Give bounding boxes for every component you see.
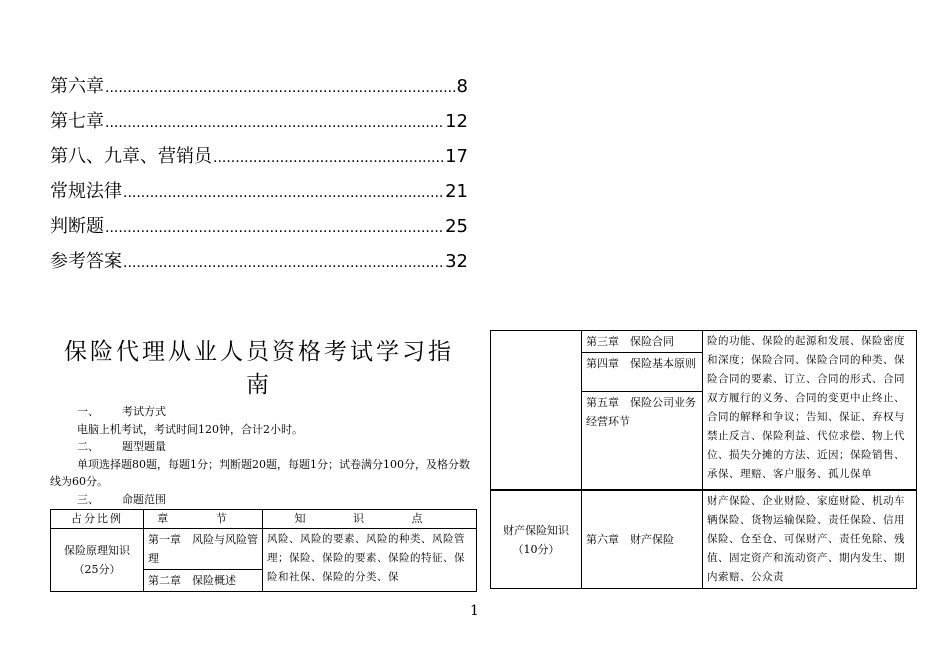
toc-entry[interactable] (50, 72, 468, 107)
guide-body (50, 403, 470, 508)
toc-entry[interactable] (50, 142, 468, 177)
section-title: 命题范围 (122, 492, 166, 506)
section-heading (50, 403, 470, 421)
header-chapter: 章 节 (144, 510, 263, 529)
table-row (491, 490, 917, 589)
chapter-cell: 第一章 风险与风险管理 (144, 529, 263, 570)
toc-label: 判断题 (50, 216, 104, 237)
toc-page-number: 8 (456, 76, 468, 97)
toc-leader-dots (105, 108, 444, 138)
document-title (50, 336, 468, 402)
title-line-2: 南 (246, 372, 272, 398)
section-title: 考试方式 (122, 405, 166, 418)
toc-page-number: 32 (445, 251, 468, 272)
table-header-row (51, 510, 477, 529)
toc-leader-dots (123, 178, 444, 208)
category-name: 保险原理知识 (64, 544, 130, 557)
toc-label: 第六章 (50, 76, 104, 97)
chapter-cell: 第五章 保险公司业务经营环节 (582, 392, 703, 491)
toc-page-number: 25 (445, 216, 468, 237)
section-heading (50, 491, 470, 509)
toc-entry[interactable] (50, 107, 468, 142)
chapter-cell: 第二章 保险概述 (144, 570, 263, 592)
title-line-1: 保险代理从业人员资格考试学习指 (64, 339, 454, 365)
category-cell (51, 529, 144, 592)
toc-entry[interactable] (50, 177, 468, 212)
table-row (51, 529, 477, 570)
table-of-contents (50, 72, 468, 282)
section-number: 三、 (77, 492, 99, 506)
toc-leader-dots (213, 143, 444, 173)
category-score: （25分） (73, 563, 121, 576)
toc-label: 第七章 (50, 111, 104, 132)
header-knowledge: 知 识 点 (263, 510, 477, 529)
chapter-cell: 第四章 保险基本原则 (582, 353, 703, 392)
chapter-cell: 第六章 财产保险 (582, 490, 703, 589)
toc-page-number: 21 (445, 181, 468, 202)
knowledge-cell: 险的功能、保险的起源和发展、保险密度和深度；保险合同、保险合同的种类、保险合同的要素、订立、合同的形式、合同双方履行的义务、合同的变更中止终止、合同的解释和争议；告知、保证、弃权与禁止反言、保险利益、代位求偿、物上代位、损失分摊的方法、近因；保险销售、承保、理赔、客户服务、孤儿保单 (703, 331, 917, 491)
knowledge-cell: 风险、风险的要素、风险的种类、风险管理；保险、保险的要素、保险的特征、保险和社保、保险的分类、保 (263, 529, 477, 592)
question-types-text: 单项选择题80题，每题1分；判断题20题，每题1分；试卷满分100分，及格分数线为60分。 (50, 457, 470, 488)
category-cell-empty (491, 331, 582, 491)
scope-table-left (50, 509, 477, 592)
toc-leader-dots (105, 213, 444, 243)
section-title: 题型题量 (122, 440, 166, 453)
toc-leader-dots (123, 248, 444, 278)
toc-entry[interactable] (50, 247, 468, 282)
section-heading (50, 438, 470, 456)
page-number: 1 (470, 603, 479, 619)
toc-label: 参考答案 (50, 251, 122, 272)
toc-entry[interactable] (50, 212, 468, 247)
scope-table-right (490, 330, 917, 589)
toc-label: 第八、九章、营销员 (50, 146, 212, 167)
knowledge-cell: 财产保险、企业财险、家庭财险、机动车辆保险、货物运输保险、责任保险、信用保险、仓至仓、可保财产、责任免除、残值、固定资产和流动资产、期内发生、期内索赔、公众责 (703, 490, 917, 589)
exam-method-text: 电脑上机考试，考试时间120钟，合计2小时。 (77, 422, 303, 436)
section-number: 一、 (77, 405, 99, 418)
table-row (491, 331, 917, 353)
toc-page-number: 12 (445, 111, 468, 132)
chapter-cell: 第三章 保险合同 (582, 331, 703, 353)
header-score: 占分比例 (51, 510, 144, 529)
toc-leader-dots (105, 73, 456, 103)
category-cell: 财产保险知识（10分） (491, 490, 582, 589)
toc-label: 常规法律 (50, 181, 122, 202)
section-number: 二、 (77, 440, 99, 453)
toc-page-number: 17 (445, 146, 468, 167)
